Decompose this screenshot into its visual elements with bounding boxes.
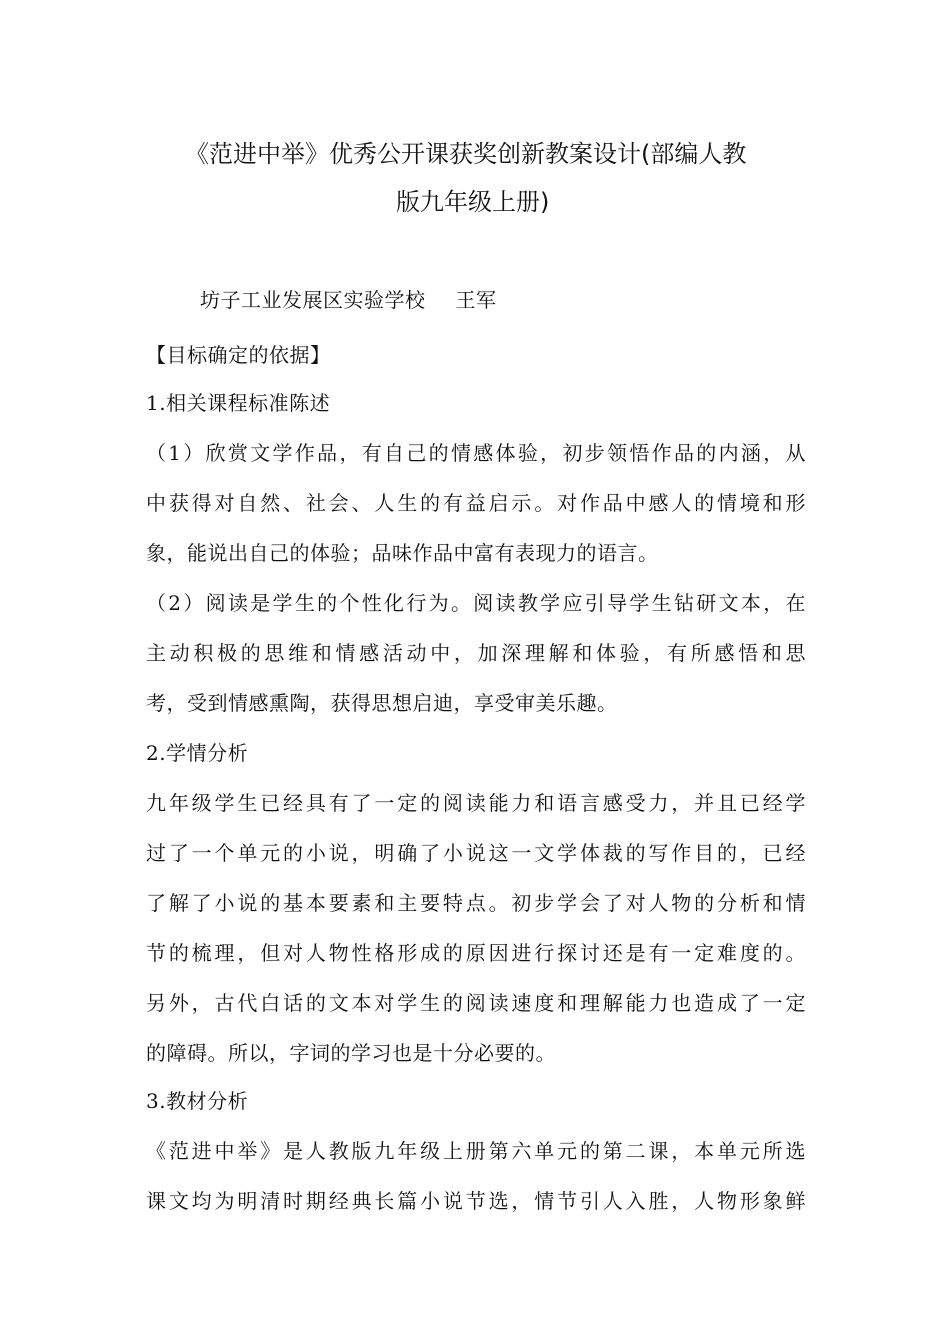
s2-p-line-6: 的障碍。所以，字词的学习也是十分必要的。	[146, 1041, 556, 1065]
document-title-line-2: 版九年级上册)	[396, 188, 550, 216]
s2-p-line-3: 了解了小说的基本要素和主要特点。初步学会了对人物的分析和情	[146, 891, 806, 915]
s1-p2-line-1: （2）阅读是学生的个性化行为。阅读教学应引导学生钻研文本，在	[146, 591, 806, 615]
author-line	[200, 280, 860, 320]
section-3-heading: 3.教材分析	[146, 1089, 249, 1113]
s1-p1-line-2: 中获得对自然、社会、人生的有益启示。对作品中感人的情境和形	[146, 491, 806, 515]
s3-p-line-2: 课文均为明清时期经典长篇小说节选，情节引人入胜，人物形象鲜	[146, 1189, 806, 1213]
s3-p-line-1: 《范进中举》是人教版九年级上册第六单元的第二课，本单元所选	[146, 1139, 806, 1163]
s2-p-line-5: 另外，古代白话的文本对学生的阅读速度和理解能力也造成了一定	[146, 991, 806, 1015]
basis-heading: 【目标确定的依据】	[146, 343, 331, 367]
s1-p2-line-2: 主动积极的思维和情感活动中，加深理解和体验，有所感悟和思	[146, 641, 806, 665]
s2-p-line-4: 节的梳理，但对人物性格形成的原因进行探讨还是有一定难度的。	[146, 941, 806, 965]
section-2-heading: 2.学情分析	[146, 741, 249, 765]
s2-p-line-2: 过了一个单元的小说，明确了小说这一文学体裁的写作目的，已经	[146, 841, 806, 865]
section-1-heading: 1.相关课程标准陈述	[146, 391, 331, 415]
author-name: 王军	[455, 288, 497, 312]
s1-p2-line-3: 考，受到情感熏陶，获得思想启迪，享受审美乐趣。	[146, 691, 618, 715]
s1-p1-line-1: （1）欣赏文学作品，有自己的情感体验，初步领悟作品的内涵，从	[146, 441, 806, 465]
author-school: 坊子工业发展区实验学校	[200, 288, 426, 312]
s2-p-line-1: 九年级学生已经具有了一定的阅读能力和语言感受力，并且已经学	[146, 791, 806, 815]
s1-p1-line-3: 象，能说出自己的体验；品味作品中富有表现力的语言。	[146, 541, 659, 565]
document-title-line-1: 《范进中举》优秀公开课获奖创新教案设计(部编人教	[185, 140, 747, 168]
